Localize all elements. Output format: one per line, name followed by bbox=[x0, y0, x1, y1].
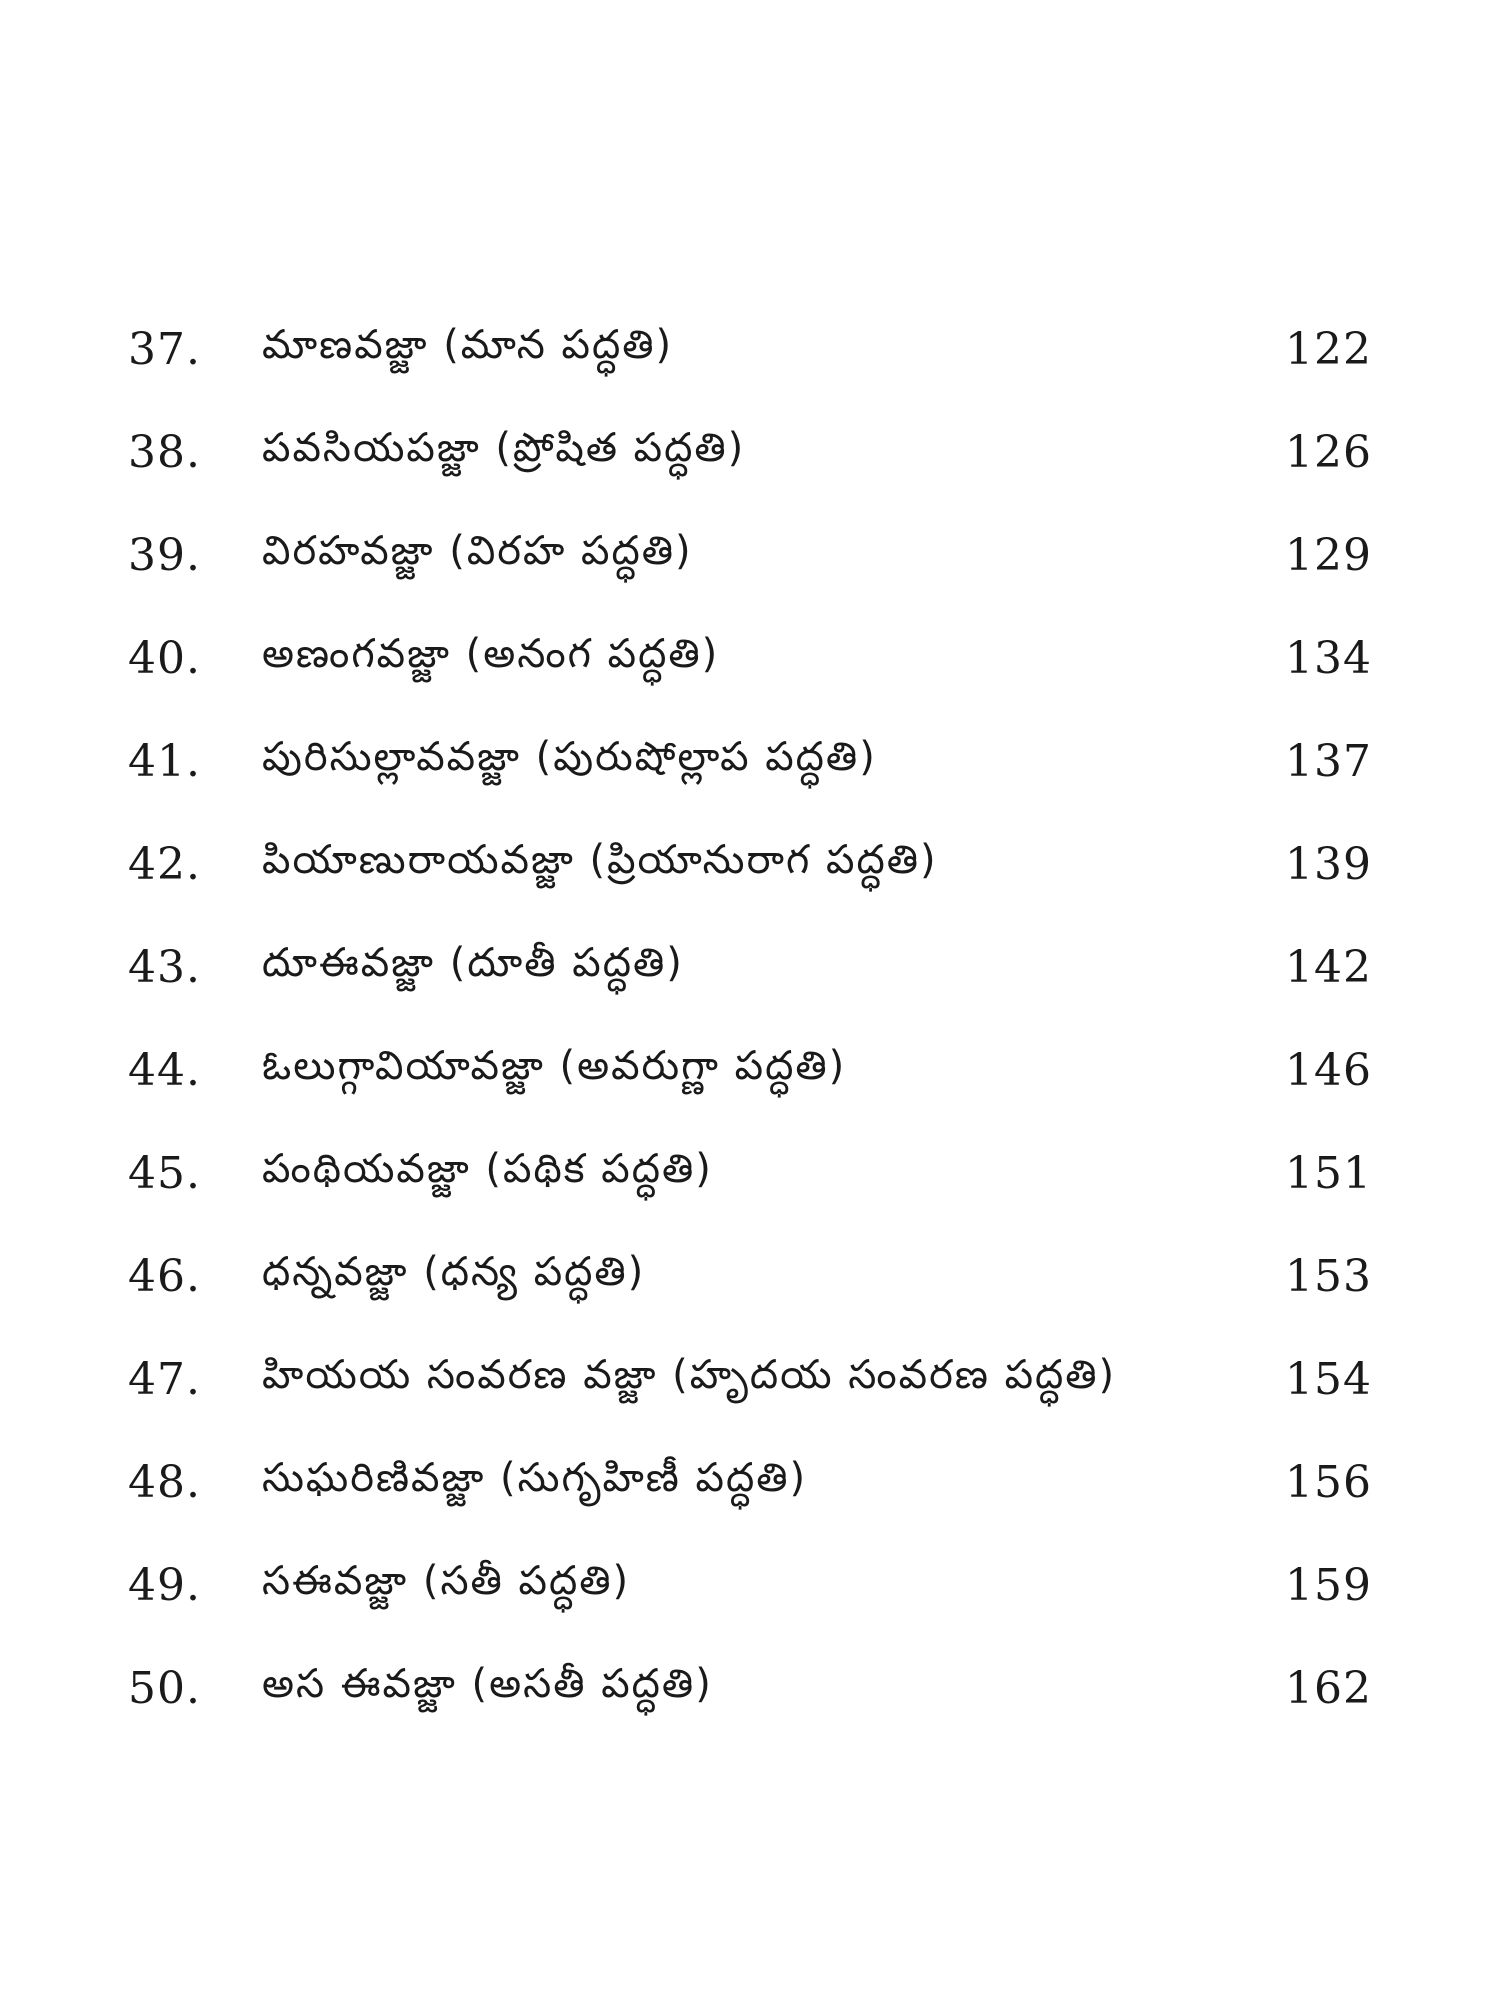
entry-number: 49. bbox=[128, 1560, 201, 1611]
table-of-contents bbox=[0, 306, 1500, 1748]
entry-title: పవసియపజ్జా (ప్రోషిత పద్ధతి) bbox=[262, 425, 746, 471]
entry-title: అణంగవజ్జా (అనంగ పద్ధతి) bbox=[262, 631, 720, 677]
entry-number: 47. bbox=[128, 1354, 201, 1405]
entry-title: దూఈవజ్జా (దూతీ పద్ధతి) bbox=[262, 940, 684, 986]
entry-page-number: 159 bbox=[1285, 1560, 1372, 1611]
entry-number: 42. bbox=[128, 839, 201, 890]
entry-title: మాణవజ్జా (మాన పద్ధతి) bbox=[262, 322, 674, 368]
entry-page-number: 126 bbox=[1285, 427, 1372, 478]
entry-page-number: 139 bbox=[1285, 839, 1372, 890]
entry-page-number: 153 bbox=[1285, 1251, 1372, 1302]
entry-number: 37. bbox=[128, 324, 201, 375]
entry-page-number: 122 bbox=[1285, 324, 1372, 375]
entry-page-number: 151 bbox=[1285, 1148, 1372, 1199]
entry-title: విరహవజ్జా (విరహ పద్ధతి) bbox=[262, 528, 693, 574]
entry-page-number: 129 bbox=[1285, 530, 1372, 581]
entry-number: 43. bbox=[128, 942, 201, 993]
entry-number: 38. bbox=[128, 427, 201, 478]
entry-title: సఈవజ్జా (సతీ పద్ధతి) bbox=[262, 1558, 631, 1604]
toc-entry bbox=[0, 409, 1500, 512]
toc-entry bbox=[0, 1233, 1500, 1336]
entry-page-number: 162 bbox=[1285, 1663, 1372, 1714]
toc-entry bbox=[0, 1336, 1500, 1439]
entry-title: ఓలుగ్గావియావజ్జా (అవరుగ్ణా పద్ధతి) bbox=[262, 1043, 847, 1089]
entry-number: 50. bbox=[128, 1663, 201, 1714]
entry-page-number: 142 bbox=[1285, 942, 1372, 993]
toc-entry bbox=[0, 1542, 1500, 1645]
toc-entry bbox=[0, 924, 1500, 1027]
toc-entry bbox=[0, 615, 1500, 718]
toc-entry bbox=[0, 718, 1500, 821]
entry-title: హియయ సంవరణ వజ్జా (హృదయ సంవరణ పద్ధతి) bbox=[262, 1352, 1117, 1398]
toc-entry bbox=[0, 1027, 1500, 1130]
entry-page-number: 134 bbox=[1285, 633, 1372, 684]
entry-title: సుఘరిణివజ్జా (సుగృహిణీ పద్ధతి) bbox=[262, 1455, 808, 1501]
entry-number: 39. bbox=[128, 530, 201, 581]
entry-page-number: 137 bbox=[1285, 736, 1372, 787]
entry-number: 41. bbox=[128, 736, 201, 787]
entry-number: 46. bbox=[128, 1251, 201, 1302]
toc-entry bbox=[0, 1645, 1500, 1748]
entry-page-number: 146 bbox=[1285, 1045, 1372, 1096]
entry-title: పంథియవజ్జా (పథిక పద్ధతి) bbox=[262, 1146, 713, 1192]
entry-number: 44. bbox=[128, 1045, 201, 1096]
entry-page-number: 154 bbox=[1285, 1354, 1372, 1405]
entry-number: 40. bbox=[128, 633, 201, 684]
toc-entry bbox=[0, 821, 1500, 924]
entry-title: పురిసుల్లావవజ్జా (పురుషోల్లాప పద్ధతి) bbox=[262, 734, 877, 780]
toc-entry bbox=[0, 512, 1500, 615]
toc-entry bbox=[0, 306, 1500, 409]
entry-title: పియాణురాయవజ్జా (ప్రియానురాగ పద్ధతి) bbox=[262, 837, 938, 883]
toc-entry bbox=[0, 1130, 1500, 1233]
entry-page-number: 156 bbox=[1285, 1457, 1372, 1508]
entry-title: ధన్నవజ్జా (ధన్య పద్ధతి) bbox=[262, 1249, 646, 1295]
entry-number: 45. bbox=[128, 1148, 201, 1199]
entry-number: 48. bbox=[128, 1457, 201, 1508]
entry-title: అస ఈవజ్జా (అసతీ పద్ధతి) bbox=[262, 1661, 713, 1707]
toc-entry bbox=[0, 1439, 1500, 1542]
